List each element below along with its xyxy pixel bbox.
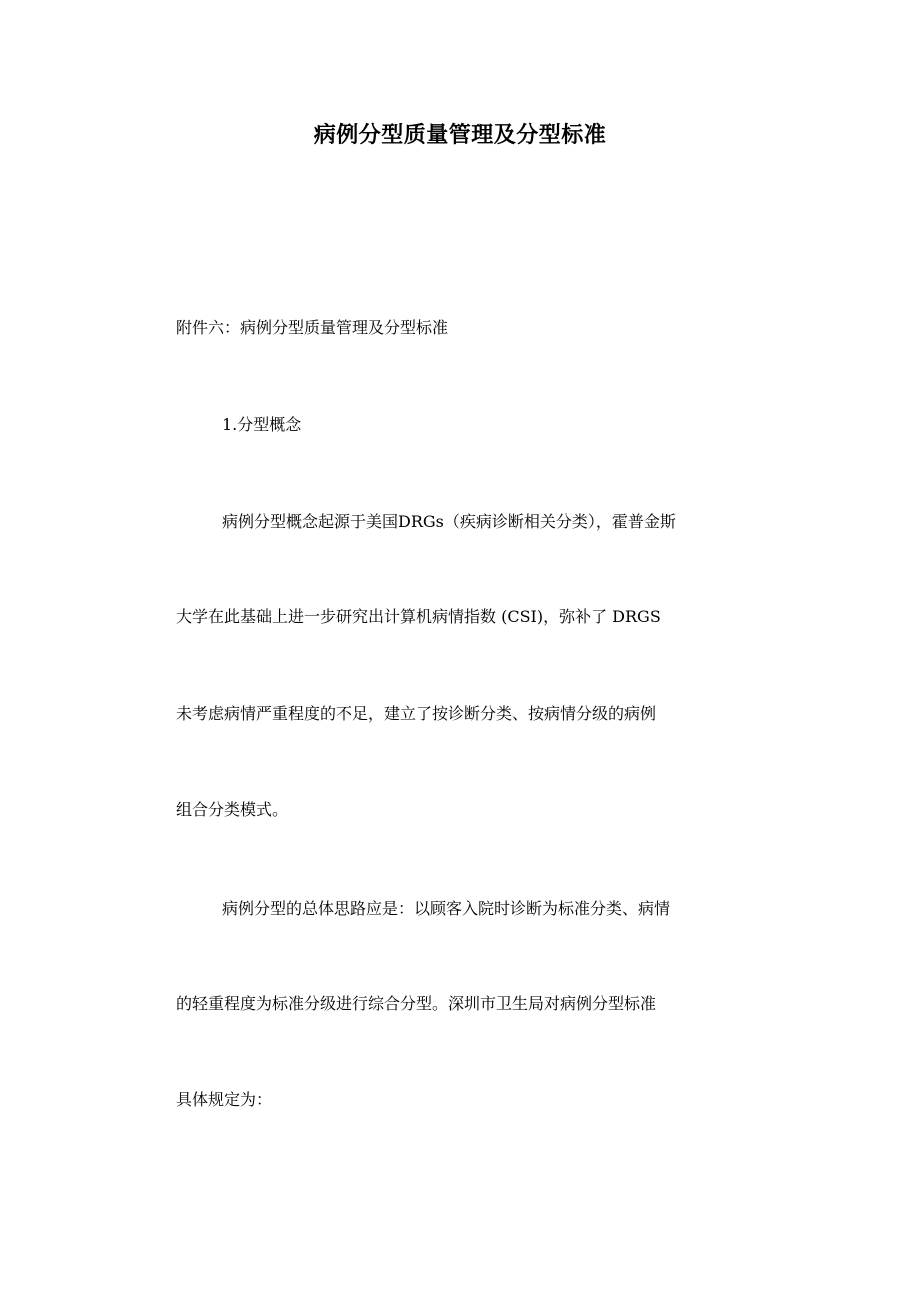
paragraph-1-line-3: 未考虑病情严重程度的不足，建立了按诊断分类、按病情分级的病例 [176,704,657,723]
attachment-heading: 附件六：病例分型质量管理及分型标准 [176,318,449,337]
paragraph-2-line-3: 具体规定为： [176,1090,273,1109]
section-heading: 1.分型概念 [222,415,302,434]
paragraph-1-line-4: 组合分类模式。 [176,800,289,819]
paragraph-2-line-2: 的轻重程度为标准分级进行综合分型。深圳市卫生局对病例分型标准 [176,994,657,1013]
paragraph-2-line-1: 病例分型的总体思路应是：以顾客入院时诊断为标准分类、病情 [222,899,671,918]
paragraph-1-line-1: 病例分型概念起源于美国DRGs（疾病诊断相关分类），霍普金斯 [222,512,676,531]
paragraph-1-line-2: 大学在此基础上进一步研究出计算机病情指数 (CSI)，弥补了 DRGS [176,607,661,626]
document-title: 病例分型质量管理及分型标准 [313,123,607,148]
